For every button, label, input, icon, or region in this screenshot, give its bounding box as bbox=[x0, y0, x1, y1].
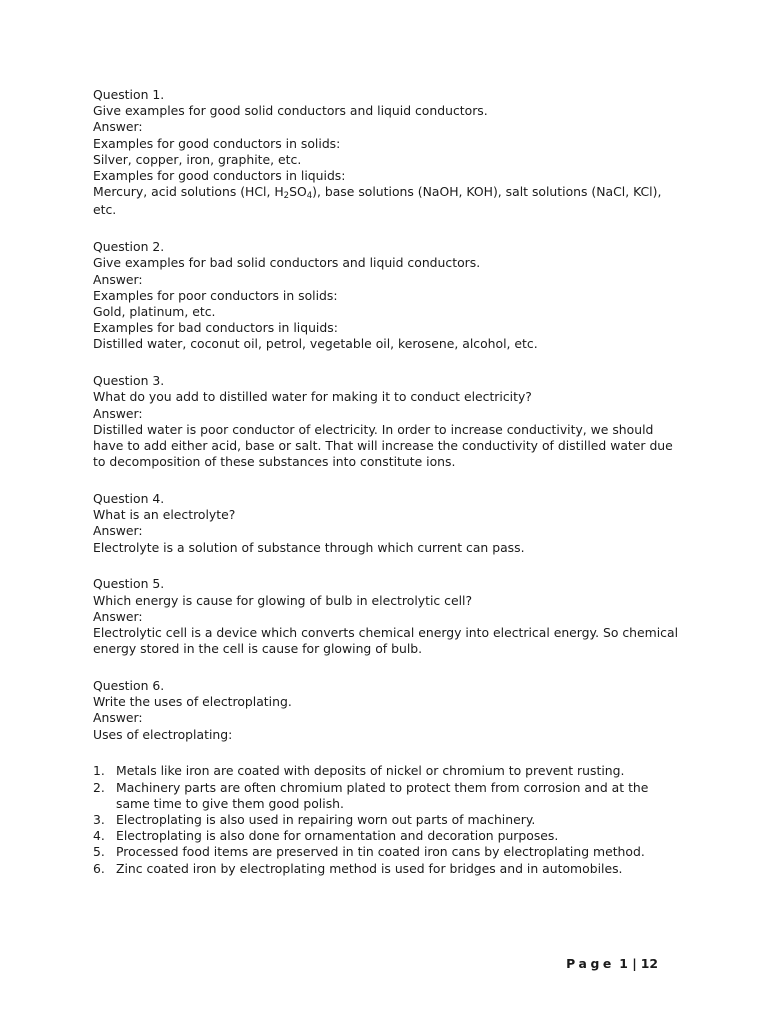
answer-label: Answer: bbox=[93, 271, 143, 287]
answer-label: Answer: bbox=[93, 119, 143, 135]
answer-line: Examples for bad conductors in liquids: bbox=[93, 320, 338, 336]
answer-line: Examples for good conductors in liquids: bbox=[93, 168, 346, 184]
list-number: 6. bbox=[93, 860, 105, 876]
question-label: Question 1. bbox=[93, 87, 165, 102]
question-label: Question 4. bbox=[93, 491, 165, 507]
uses-list bbox=[93, 763, 683, 876]
subscript: 4 bbox=[306, 191, 313, 202]
subscript: 2 bbox=[283, 191, 290, 202]
question-label: Question 2. bbox=[93, 239, 165, 255]
answer-line: Distilled water is poor conductor of electricity. In order to increase conductivity, we should have to add either acid, base or salt. That will increase the conductivity of distilled water due to decomposition of these substances into constitute ions. bbox=[93, 421, 673, 470]
list-item bbox=[93, 828, 683, 844]
question-label: Question 3. bbox=[93, 373, 165, 389]
list-item bbox=[93, 763, 683, 779]
list-item bbox=[93, 812, 683, 828]
answer-line: Electrolytic cell is a device which converts chemical energy into electrical energy. So chemical energy stored in the cell is cause for glowing of bulb. bbox=[93, 625, 679, 657]
list-text: Electroplating is also done for ornamentation and decoration purposes. bbox=[116, 828, 559, 844]
list-text: Processed food items are preserved in tin coated iron cans by electroplating method. bbox=[116, 844, 645, 860]
answer-label: Answer: bbox=[93, 608, 143, 624]
answer-label: Answer: bbox=[93, 523, 143, 539]
page-footer bbox=[566, 956, 658, 971]
page-word: Page bbox=[566, 956, 615, 971]
list-number: 5. bbox=[93, 844, 105, 860]
page-current: 1 bbox=[619, 956, 628, 971]
answer-label: Answer: bbox=[93, 405, 143, 421]
question-block-5 bbox=[93, 576, 683, 657]
question-text: Give examples for bad solid conductors and liquid conductors. bbox=[93, 255, 481, 271]
answer-line: Silver, copper, iron, graphite, etc. bbox=[93, 151, 302, 167]
question-label: Question 6. bbox=[93, 678, 165, 694]
answer-text: SO bbox=[289, 184, 307, 200]
list-text: Machinery parts are often chromium plated to protect them from corrosion and at the same time to give them good polish. bbox=[116, 779, 649, 811]
question-block-1 bbox=[93, 87, 683, 219]
answer-line: Electrolyte is a solution of substance through which current can pass. bbox=[93, 539, 525, 555]
question-text: Give examples for good solid conductors and liquid conductors. bbox=[93, 103, 488, 119]
question-block-2 bbox=[93, 239, 683, 352]
list-item bbox=[93, 780, 683, 812]
question-block-4 bbox=[93, 491, 683, 556]
question-block-6 bbox=[93, 678, 683, 877]
answer-text: ), base solutions (NaOH, KOH), salt solutions (NaCl, KCl), etc. bbox=[93, 184, 662, 218]
list-item bbox=[93, 861, 683, 877]
answer-line: Examples for good conductors in solids: bbox=[93, 135, 341, 151]
list-number: 3. bbox=[93, 812, 105, 828]
question-text: Write the uses of electroplating. bbox=[93, 694, 292, 710]
list-number: 2. bbox=[93, 779, 105, 795]
list-text: Zinc coated iron by electroplating method is used for bridges and in automobiles. bbox=[116, 860, 623, 876]
page-separator: | bbox=[632, 956, 637, 971]
answer-label: Answer: bbox=[93, 710, 143, 726]
list-item bbox=[93, 844, 683, 860]
answer-line: Examples for poor conductors in solids: bbox=[93, 287, 338, 303]
list-text: Electroplating is also used in repairing worn out parts of machinery. bbox=[116, 812, 536, 828]
answer-line: Gold, platinum, etc. bbox=[93, 304, 216, 320]
question-text: What do you add to distilled water for making it to conduct electricity? bbox=[93, 389, 532, 405]
document-body bbox=[93, 87, 683, 897]
list-number: 4. bbox=[93, 828, 105, 844]
answer-text: Mercury, acid solutions (HCl, H bbox=[93, 184, 284, 200]
answer-line: Uses of electroplating: bbox=[93, 726, 233, 742]
page-total: 12 bbox=[640, 956, 658, 971]
answer-line bbox=[93, 184, 683, 218]
question-text: What is an electrolyte? bbox=[93, 507, 236, 523]
question-text: Which energy is cause for glowing of bulb in electrolytic cell? bbox=[93, 592, 473, 608]
question-label: Question 5. bbox=[93, 576, 165, 592]
answer-line: Distilled water, coconut oil, petrol, vegetable oil, kerosene, alcohol, etc. bbox=[93, 336, 538, 352]
list-text: Metals like iron are coated with deposits of nickel or chromium to prevent rusting. bbox=[116, 763, 625, 779]
question-block-3 bbox=[93, 373, 683, 470]
list-number: 1. bbox=[93, 763, 105, 779]
